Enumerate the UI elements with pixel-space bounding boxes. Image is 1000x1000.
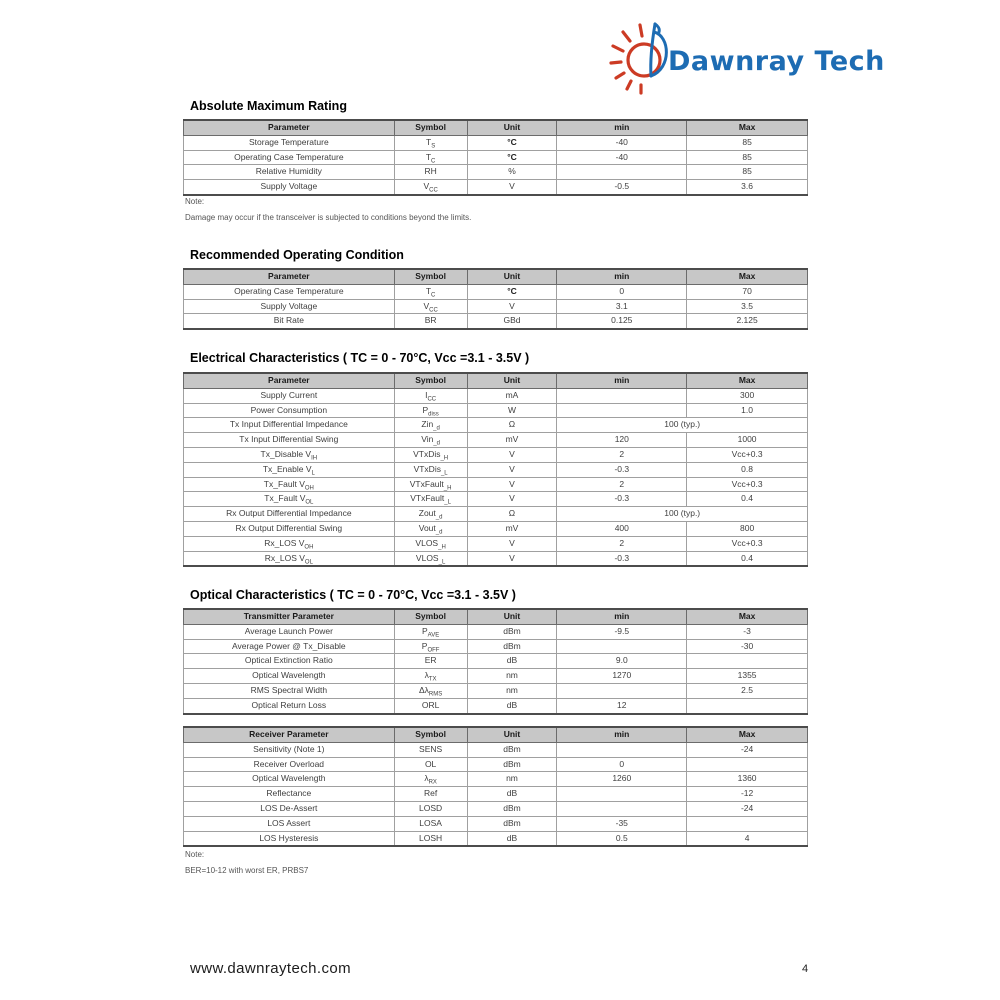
min-cell: -0.3 [557, 462, 687, 477]
company-logo [608, 12, 885, 96]
unit-cell: V [467, 180, 557, 195]
parameter-cell: Optical Wavelength [184, 669, 395, 684]
parameter-cell: Reflectance [184, 787, 395, 802]
receiver-note [185, 847, 308, 879]
column-header: Max [687, 609, 808, 624]
symbol-cell: $P_{diss}$ [394, 403, 467, 418]
abs-max-note [185, 194, 471, 226]
note-label: Note: [185, 850, 205, 859]
min-cell [557, 388, 687, 403]
max-cell: 1000 [687, 433, 808, 448]
table-row [184, 462, 808, 477]
unit-cell: GBd [467, 314, 557, 329]
max-cell: 3.5 [687, 299, 808, 314]
section-title-absolute-maximum-rating: Absolute Maximum Rating [190, 99, 347, 113]
unit-cell: V [467, 299, 557, 314]
min-cell [557, 801, 687, 816]
parameter-cell: Tx_Disable $V_{IH}$ [184, 447, 395, 462]
parameter-cell: RMS Spectral Width [184, 683, 395, 698]
unit-cell: nm [467, 669, 557, 684]
column-header: min [557, 269, 687, 284]
column-header: Max [687, 269, 808, 284]
table-row [184, 447, 808, 462]
symbol-cell: BR [394, 314, 467, 329]
unit-cell: dB [467, 698, 557, 713]
min-cell: -9.5 [557, 624, 687, 639]
parameter-cell: LOS De-Assert [184, 801, 395, 816]
symbol-cell: $\Delta\lambda_{RMS}$ [394, 683, 467, 698]
section-title-recommended-operating-condition: Recommended Operating Condition [190, 248, 404, 262]
unit-cell: Ω [467, 418, 557, 433]
parameter-cell: Average Power @ Tx_Disable [184, 639, 395, 654]
unit-cell: °C [467, 284, 557, 299]
parameter-cell: Rx_LOS $V_{OH}$ [184, 536, 395, 551]
website-url: www.dawnraytech.com [190, 960, 351, 977]
table-row [184, 314, 808, 329]
max-cell [687, 816, 808, 831]
unit-cell: V [467, 536, 557, 551]
column-header: Parameter [184, 269, 395, 284]
symbol-cell: ER [394, 654, 467, 669]
symbol-cell: ORL [394, 698, 467, 713]
unit-cell: dBm [467, 742, 557, 757]
max-cell: 2.5 [687, 683, 808, 698]
max-cell: -24 [687, 801, 808, 816]
min-max-span-cell: 100 (typ.) [557, 418, 808, 433]
symbol-cell: Vout$_{\_d}$ [394, 521, 467, 536]
min-cell: -40 [557, 135, 687, 150]
table-row [184, 418, 808, 433]
table-row [184, 165, 808, 180]
parameter-cell: Optical Return Loss [184, 698, 395, 713]
unit-cell: °C [467, 135, 557, 150]
column-header: Max [687, 727, 808, 742]
table-row [184, 698, 808, 713]
min-cell: 1270 [557, 669, 687, 684]
table-header-row [184, 609, 808, 624]
unit-cell: V [467, 492, 557, 507]
symbol-cell: Zin$_{\_d}$ [394, 418, 467, 433]
unit-cell: nm [467, 683, 557, 698]
column-header: Unit [467, 609, 557, 624]
table-row [184, 816, 808, 831]
column-header: Transmitter Parameter [184, 609, 395, 624]
symbol-cell: $I_{CC}$ [394, 388, 467, 403]
min-cell: 2 [557, 477, 687, 492]
electrical-characteristics-table [183, 372, 808, 567]
column-header: Parameter [184, 120, 395, 135]
min-cell: 0.5 [557, 831, 687, 846]
parameter-cell: Sensitivity (Note 1) [184, 742, 395, 757]
unit-cell: mV [467, 521, 557, 536]
table-header-row [184, 120, 808, 135]
parameter-cell: Bit Rate [184, 314, 395, 329]
absolute-maximum-rating-table [183, 119, 808, 196]
table-row [184, 507, 808, 522]
parameter-cell: Optical Wavelength [184, 772, 395, 787]
parameter-cell: Tx_Fault $V_{OL}$ [184, 492, 395, 507]
parameter-cell: Operating Case Temperature [184, 284, 395, 299]
unit-cell: dB [467, 654, 557, 669]
unit-cell: dBm [467, 816, 557, 831]
column-header: Symbol [394, 727, 467, 742]
max-cell: 85 [687, 150, 808, 165]
table-row [184, 403, 808, 418]
column-header: Symbol [394, 373, 467, 388]
column-header: Unit [467, 727, 557, 742]
unit-cell: mA [467, 388, 557, 403]
unit-cell: V [467, 462, 557, 477]
unit-cell: dBm [467, 801, 557, 816]
max-cell: Vcc+0.3 [687, 447, 808, 462]
table-row [184, 787, 808, 802]
max-cell: 70 [687, 284, 808, 299]
column-header: Parameter [184, 373, 395, 388]
note-label: Note: [185, 197, 205, 206]
min-cell: 120 [557, 433, 687, 448]
min-cell: 12 [557, 698, 687, 713]
symbol-cell: VTxFault$_{\_H}$ [394, 477, 467, 492]
table-row [184, 135, 808, 150]
note-text: Damage may occur if the transceiver is subjected to conditions beyond the limits. [185, 213, 472, 222]
max-cell: 1360 [687, 772, 808, 787]
table-row [184, 669, 808, 684]
symbol-cell: LOSA [394, 816, 467, 831]
column-header: Symbol [394, 609, 467, 624]
unit-cell: nm [467, 772, 557, 787]
table-row [184, 477, 808, 492]
max-cell: 85 [687, 135, 808, 150]
min-cell: 0 [557, 757, 687, 772]
parameter-cell: Receiver Overload [184, 757, 395, 772]
table-row [184, 521, 808, 536]
parameter-cell: Operating Case Temperature [184, 150, 395, 165]
column-header: Symbol [394, 120, 467, 135]
parameter-cell: Supply Voltage [184, 180, 395, 195]
min-cell: 1260 [557, 772, 687, 787]
parameter-cell: Rx Output Differential Swing [184, 521, 395, 536]
unit-cell: dB [467, 831, 557, 846]
unit-cell: °C [467, 150, 557, 165]
unit-cell: W [467, 403, 557, 418]
symbol-cell: $V_{CC}$ [394, 299, 467, 314]
table-row [184, 757, 808, 772]
symbol-cell: $T_C$ [394, 150, 467, 165]
min-cell: 9.0 [557, 654, 687, 669]
logo-text: Dawnray Tech [668, 45, 885, 77]
table-row [184, 150, 808, 165]
unit-cell: V [467, 551, 557, 566]
max-cell: 300 [687, 388, 808, 403]
max-cell: 0.4 [687, 492, 808, 507]
table-row [184, 801, 808, 816]
max-cell: 1355 [687, 669, 808, 684]
unit-cell: V [467, 477, 557, 492]
min-cell: 0 [557, 284, 687, 299]
min-cell [557, 787, 687, 802]
table-row [184, 492, 808, 507]
note-text: BER=10-12 with worst ER, PRBS7 [185, 866, 309, 875]
table-row [184, 742, 808, 757]
column-header: Max [687, 373, 808, 388]
symbol-cell: VTxDis$_{\_L}$ [394, 462, 467, 477]
min-cell [557, 403, 687, 418]
min-cell [557, 165, 687, 180]
section-title-electrical-characteristics: Electrical Characteristics ( TC = 0 - 70°C, Vcc =3.1 - 3.5V ) [190, 351, 530, 365]
symbol-cell: LOSD [394, 801, 467, 816]
min-cell: 0.125 [557, 314, 687, 329]
min-cell: 2 [557, 447, 687, 462]
table-row [184, 639, 808, 654]
table-row [184, 433, 808, 448]
min-cell: 400 [557, 521, 687, 536]
symbol-cell: Ref [394, 787, 467, 802]
column-header: min [557, 373, 687, 388]
max-cell: 3.6 [687, 180, 808, 195]
symbol-cell: $P_{OFF}$ [394, 639, 467, 654]
table-row [184, 654, 808, 669]
column-header: Unit [467, 269, 557, 284]
parameter-cell: LOS Hysteresis [184, 831, 395, 846]
min-cell [557, 742, 687, 757]
parameter-cell: Storage Temperature [184, 135, 395, 150]
parameter-cell: Tx Input Differential Impedance [184, 418, 395, 433]
symbol-cell: $V_{CC}$ [394, 180, 467, 195]
parameter-cell: Power Consumption [184, 403, 395, 418]
max-cell [687, 698, 808, 713]
unit-cell: dBm [467, 757, 557, 772]
parameter-cell: Supply Voltage [184, 299, 395, 314]
min-cell: -0.5 [557, 180, 687, 195]
min-cell [557, 683, 687, 698]
parameter-cell: Tx Input Differential Swing [184, 433, 395, 448]
optical-receiver-table [183, 726, 808, 847]
table-row [184, 180, 808, 195]
max-cell: Vcc+0.3 [687, 477, 808, 492]
max-cell: -30 [687, 639, 808, 654]
max-cell: 1.0 [687, 403, 808, 418]
symbol-cell: LOSH [394, 831, 467, 846]
unit-cell: % [467, 165, 557, 180]
table-row [184, 551, 808, 566]
unit-cell: dB [467, 787, 557, 802]
symbol-cell: Zout$_{\_d}$ [394, 507, 467, 522]
unit-cell: dBm [467, 624, 557, 639]
unit-cell: V [467, 447, 557, 462]
max-cell: -12 [687, 787, 808, 802]
min-cell: 3.1 [557, 299, 687, 314]
table-row [184, 536, 808, 551]
table-row [184, 388, 808, 403]
symbol-cell: $T_C$ [394, 284, 467, 299]
parameter-cell: Rx Output Differential Impedance [184, 507, 395, 522]
column-header: Unit [467, 373, 557, 388]
symbol-cell: $T_S$ [394, 135, 467, 150]
min-cell: -0.3 [557, 551, 687, 566]
unit-cell: Ω [467, 507, 557, 522]
max-cell: 800 [687, 521, 808, 536]
symbol-cell: VTxDis$_{\_H}$ [394, 447, 467, 462]
symbol-cell: VTxFault$_{\_L}$ [394, 492, 467, 507]
optical-transmitter-table [183, 608, 808, 715]
max-cell [687, 654, 808, 669]
column-header: Unit [467, 120, 557, 135]
symbol-cell: $\lambda_{RX}$ [394, 772, 467, 787]
table-row [184, 772, 808, 787]
table-row [184, 624, 808, 639]
table-row [184, 831, 808, 846]
column-header: Symbol [394, 269, 467, 284]
symbol-cell: $P_{AVE}$ [394, 624, 467, 639]
parameter-cell: Tx_Enable $V_L$ [184, 462, 395, 477]
column-header: Receiver Parameter [184, 727, 395, 742]
parameter-cell: Relative Humidity [184, 165, 395, 180]
symbol-cell: $\lambda_{TX}$ [394, 669, 467, 684]
table-row [184, 683, 808, 698]
max-cell: 85 [687, 165, 808, 180]
parameter-cell: Supply Current [184, 388, 395, 403]
max-cell: 4 [687, 831, 808, 846]
symbol-cell: $VLOS_{\_H}$ [394, 536, 467, 551]
symbol-cell: $VLOS_{\_L}$ [394, 551, 467, 566]
min-cell: 2 [557, 536, 687, 551]
unit-cell: dBm [467, 639, 557, 654]
column-header: min [557, 609, 687, 624]
parameter-cell: Tx_Fault $V_{OH}$ [184, 477, 395, 492]
table-row [184, 299, 808, 314]
symbol-cell: Vin$_{\_d}$ [394, 433, 467, 448]
min-cell: -40 [557, 150, 687, 165]
max-cell: -24 [687, 742, 808, 757]
max-cell [687, 757, 808, 772]
column-header: Max [687, 120, 808, 135]
symbol-cell: SENS [394, 742, 467, 757]
table-row [184, 284, 808, 299]
recommended-operating-condition-table [183, 268, 808, 330]
table-header-row [184, 269, 808, 284]
max-cell: -3 [687, 624, 808, 639]
symbol-cell: RH [394, 165, 467, 180]
max-cell: 0.4 [687, 551, 808, 566]
max-cell: 2.125 [687, 314, 808, 329]
column-header: min [557, 120, 687, 135]
symbol-cell: OL [394, 757, 467, 772]
max-cell: Vcc+0.3 [687, 536, 808, 551]
unit-cell: mV [467, 433, 557, 448]
parameter-cell: Optical Extinction Ratio [184, 654, 395, 669]
parameter-cell: LOS Assert [184, 816, 395, 831]
column-header: min [557, 727, 687, 742]
table-header-row [184, 727, 808, 742]
parameter-cell: Rx_LOS $V_{OL}$ [184, 551, 395, 566]
min-cell: -0.3 [557, 492, 687, 507]
page-number: 4 [802, 963, 809, 975]
section-title-optical-characteristics: Optical Characteristics ( TC = 0 - 70°C, Vcc =3.1 - 3.5V ) [190, 588, 516, 602]
min-cell: -35 [557, 816, 687, 831]
min-max-span-cell: 100 (typ.) [557, 507, 808, 522]
max-cell: 0.8 [687, 462, 808, 477]
parameter-cell: Average Launch Power [184, 624, 395, 639]
min-cell [557, 639, 687, 654]
table-header-row [184, 373, 808, 388]
